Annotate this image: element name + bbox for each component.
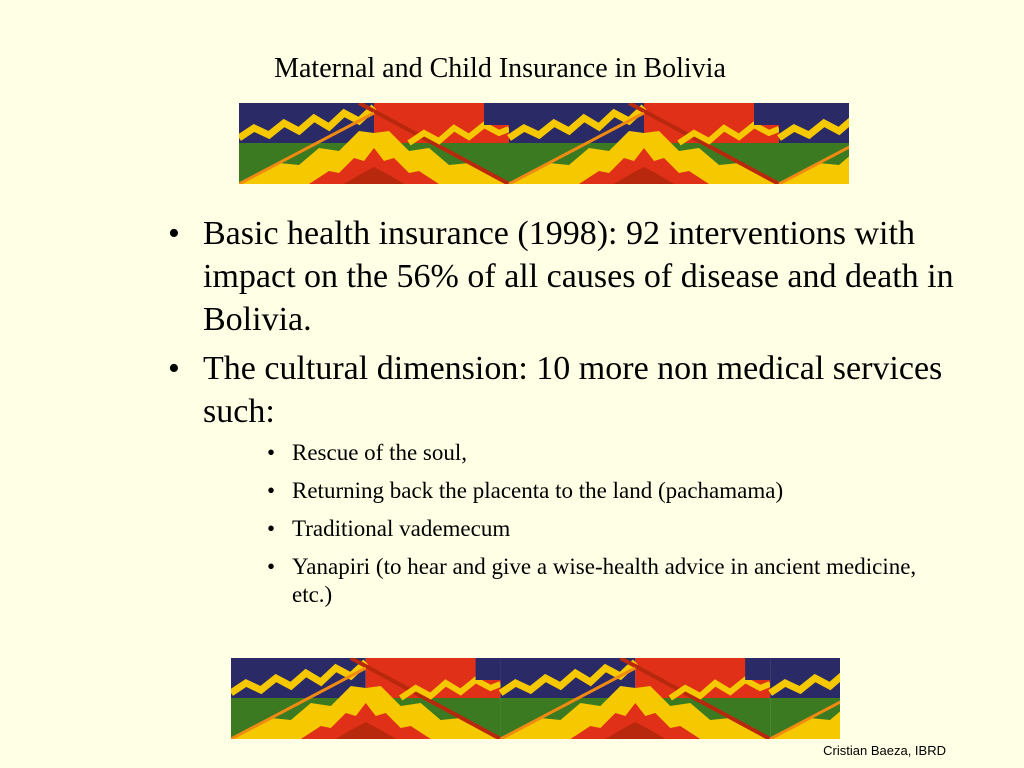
bullet-dot: • <box>267 478 276 503</box>
bullet-dot: • <box>267 554 276 579</box>
sub-bullet-text: Rescue of the soul, <box>292 440 468 465</box>
bullet-text: Basic health insurance (1998): 92 interventions with impact on the 56% of all causes of disease and death in Bolivia. <box>203 215 954 338</box>
bullet-item <box>160 212 980 341</box>
sub-bullet-list <box>203 439 980 609</box>
sub-bullet-text: Yanapiri (to hear and give a wise-health advice in ancient medicine, etc.) <box>292 554 917 607</box>
woven-textile-banner-top <box>239 103 849 184</box>
sub-bullet-text: Returning back the placenta to the land (pachamama) <box>292 478 784 503</box>
sub-bullet-item <box>249 477 980 505</box>
bullet-list <box>160 212 980 619</box>
woven-textile-banner-bottom <box>231 658 840 739</box>
bullet-dot: • <box>267 516 276 541</box>
bullet-item <box>160 347 980 609</box>
sub-bullet-item <box>249 553 980 609</box>
bullet-text: The cultural dimension: 10 more non medical services such: <box>203 350 943 430</box>
footer-credit: Cristian Baeza, IBRD <box>823 743 946 758</box>
sub-bullet-item <box>249 515 980 543</box>
bullet-dot: • <box>168 215 180 252</box>
bullet-dot: • <box>267 440 276 465</box>
bullet-dot: • <box>168 350 180 387</box>
slide-title: Maternal and Child Insurance in Bolivia <box>274 53 726 84</box>
sub-bullet-text: Traditional vademecum <box>292 516 511 541</box>
sub-bullet-item <box>249 439 980 467</box>
